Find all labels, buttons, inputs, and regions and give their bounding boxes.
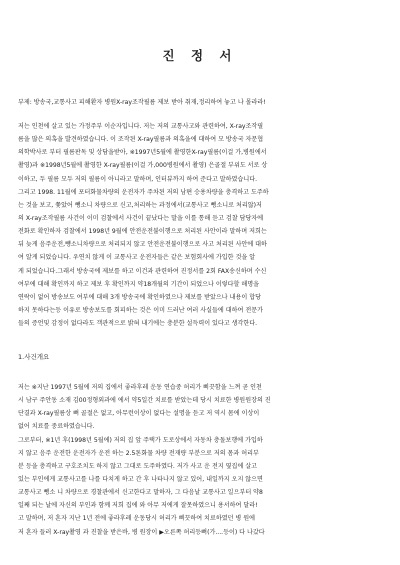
text-line: 여부에 대해 확인까지 하고 제보 후 확인까지 약18개월의 기간이 되었으나 이렇다할 해명을 <box>18 280 259 288</box>
text-line: 연락이 없어 방송보도 여부에 대해 3개 방송국에 확인하였으나 제보를 받았으나 내용이 합당 <box>18 293 261 301</box>
text-line: 저는 ※지난 1997년 5월에 저의 집에서 좋라후레 운동 연습중 허리가 삐끗함을 느껴 곧 인천 <box>18 384 262 391</box>
text-line: 없어 치료를 중료하였습니다. <box>18 423 95 431</box>
text-line: 시 남구 주안동 소재 김00정형외과에 에서 약5일간 치료를 받았는데 당시 치료한 병원원장의 진 <box>18 397 271 405</box>
text-line: 교통사고 뺑소 니 차량으로 경찰관에서 신고한다고 말하자, 그 다음날 교통사고 일으부터 약8 <box>18 489 263 497</box>
text-line: 단결과 X-ray필름상 뼈 골절은 없고, 아무런이상이 없다는 설명을 듣고 저 역시 몸에 이상이 <box>18 410 260 418</box>
text-line: 일째 되는 날에 자신의 부인과 함께 저희 집에 와 아무 저에게 잘못하였으니 용서하여 달라! <box>18 502 258 510</box>
text-line: 전화로 확인하자 검찰에서 1998년 9월에 안전운전불이행으로 처리된 사안이라 말하며 저희는 <box>18 228 267 236</box>
text-line: 지 않고 음주 운전한 운전자가 운전 하는 2.5톤화물 차량 전재량 부분으로 저의 몸과 허리부 <box>18 449 259 457</box>
text-line: 촬영)과 ※1998년5월에 촬영한 X-ray필름(이걸 가,000병원에서 촬영) 은골절 부위도 서로 상 <box>18 162 268 170</box>
text-line: 있는 부인에게 교통사고를 나를 다치게 하고 간 후 나타나지 않고 있어, 내일까지 오지 않으면 <box>18 475 263 483</box>
text-line: 저는 인천에 살고 있는 가정주부 이순자입니다. 저는 저의 교통사고와 관련하여, X-ray조작필 <box>18 123 264 130</box>
text-line: 하지 못하다는등 이유로 방송보도를 회피하는 것은 이미 드러난 여러 사실들에 대하여 전문가 <box>18 306 263 314</box>
text-line: 의학박사로 부터 필름판독 및 상담을받아, ※1997년5월에 촬영한X-ray필름(이걸 가,병원에서 <box>18 149 267 157</box>
text-line: 는 것을 보고, 쫓았어 뺑소니 차량으로 신고,처리하는 과정에서(교통사고 뺑소니로 처리않)저 <box>18 201 262 209</box>
text-line: 분 등을 충격하고 구호조치도 하지 않고 그대로 도주하였다. 저가 사고 운 전지 옆집에 살고 <box>18 462 258 470</box>
text-line: 의 X-ray조작필름 사건이 이미 검찰에서 사건이 끝났다는 말을 이를 통해 듣고 검찰 담당자에 <box>18 214 264 222</box>
text-line: 그리고 1998. 11월에 포터화물차량의 운전자가 주차된 저의 남편 승용차량을 충격하고 도주하 <box>18 188 269 196</box>
text-line: 저 혼자 들러 X-ray촬영 과 진찰을 받은바, 병 원장이 ▶오른쪽 허리등뼈(가....등이) 다 나갔다 <box>18 528 265 536</box>
document-subject: 부제: 방송국,교통사고 피해환자 병원X-ray조작필름 제보 받아 취재,정리하여 놓고 나 몰라라! <box>18 99 266 106</box>
text-line: 들의 증언및 감정이 없다라도 객관적으로 밝혀 내기에는 충분한 설득력이 있다고 생각한다. <box>18 320 258 328</box>
text-line: 그로부터, ※1년 후(1998년 5월에) 저의 집 앞 주택가 도로상에서 자동차 충돌보행에 가입하 <box>18 436 263 444</box>
intro-paragraph <box>18 120 384 330</box>
text-line: 여 알게 되었습니다. 우연치 않게 이 교통사고 운전자들은 같은 보험회사에 가입한 것을 알 <box>18 254 256 262</box>
text-line: 이하고, 두 필름 모두 저의 필름이 아니라고 말하며, 인터뷰까지 하여 준다고 말하였습니다. <box>18 175 258 183</box>
section-heading: 1.사건개요 <box>18 353 50 361</box>
text-line: 뒤 늦게 음주운전,뺑소니차량으로 처리되지 않고 안전운전불이행으로 사고 처리된 사안에 대하 <box>18 241 267 249</box>
text-line: 름을 많은 의혹을 발견하였습니다. 이 조작된 X-ray필름과 의혹을에 대하여 모 방송국 자문협 <box>18 136 264 144</box>
text-line: 고 말하며, 저 혼자 지난 1년 전에 좋라후레 운동당시 허리가 삐끗하여 치료하였던 병 원에 <box>18 515 256 523</box>
text-line: 게 되었습니다.그래서 방송국에 제보를 하고 이건과 관련하여 진정서를 2회 FAX송신하며 수신 <box>18 267 267 275</box>
section-paragraph <box>18 381 384 539</box>
document-title: 진 정 서 <box>162 48 238 63</box>
